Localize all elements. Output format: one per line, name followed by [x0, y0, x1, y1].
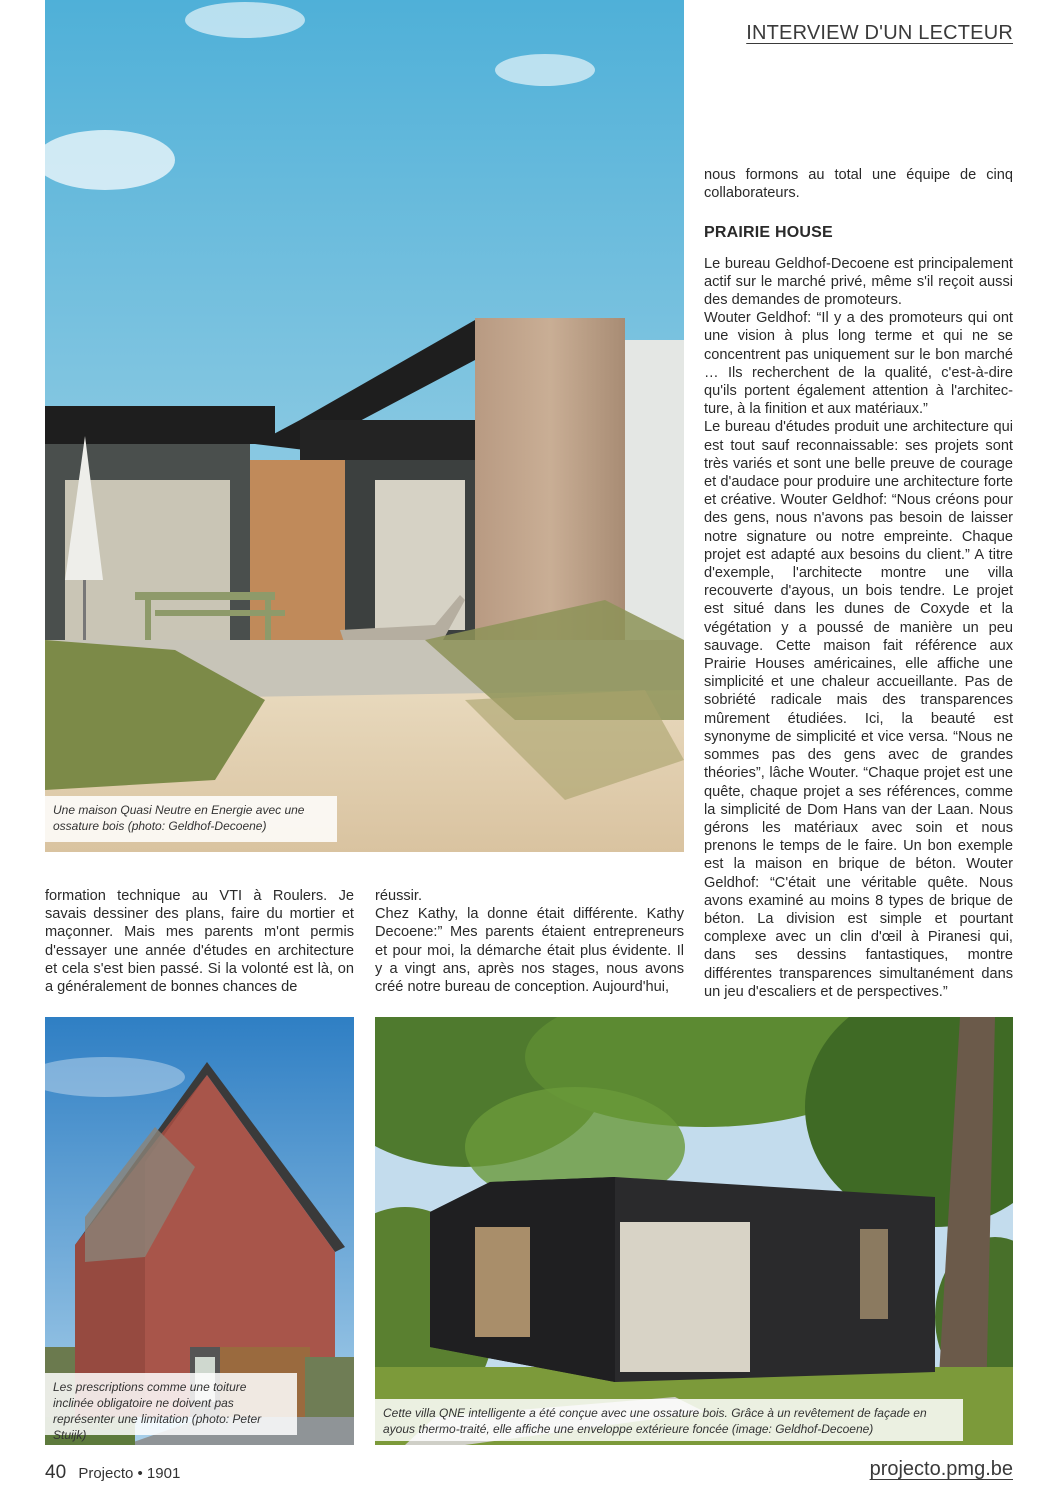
middle-column-paragraph: Chez Kathy, la donne était différente. Kathy Decoene:” Mes parents étaient entrepreneurs et pour moi, la démarche était plus évidente. Il y a vingt ans, après nos stages, nous avons créé notre bureau de conception. Aujourd'hui,: [375, 906, 684, 996]
house-dunes-image: [45, 0, 684, 852]
middle-column: [375, 887, 684, 996]
villa-image: [375, 1017, 1013, 1445]
brick-photo-caption: Les prescriptions comme une toiture inclinée obligatoire ne doivent pas représenter une limitation (photo: Peter Stuijk): [45, 1373, 297, 1435]
middle-column-paragraph: réussir.: [375, 888, 423, 904]
main-photo-caption: Une maison Quasi Neutre en Energie avec une ossature bois (photo: Geldhof-Decoene): [45, 796, 337, 842]
page-number: 40: [45, 1462, 67, 1483]
right-column-intro: nous formons au total une équipe de cinq collaborateurs.: [704, 167, 1013, 202]
right-column: [704, 166, 1013, 1001]
main-photo: [45, 0, 684, 852]
website-link[interactable]: projecto.pmg.be: [869, 1458, 1013, 1480]
brick-photo: [45, 1017, 354, 1445]
right-column-paragraph: Le bureau Geldhof-Decoene est principalement actif sur le marché privé, même s'il reçoit aussi des demandes de promoteurs.: [704, 255, 1013, 309]
right-column-paragraph: Wouter Geldhof: “Il y a des promoteurs qui ont une vision à plus long terme et qui ne se concentrent pas uniquement sur le bon marché … Ils recherchent de la qualité, c'est-à-dire qu'ils portent également attention à l'architecture, à la finition et aux matériaux.”: [704, 310, 1013, 418]
villa-photo: [375, 1017, 1013, 1445]
left-column-paragraph: formation technique au VTI à Roulers. Je savais dessiner des plans, faire du mortier et maçonner. Mais mes parents m'ont permis d'essayer une année d'études en architecture et cela s'est bien passé. Si la volonté est là, on a généralement de bonnes chances de: [45, 888, 354, 996]
villa-photo-caption: Cette villa QNE intelligente a été conçue avec une ossature bois. Grâce à un revêtement de façade en ayous thermo-traité, elle affiche une enveloppe extérieure foncée (image: Geldhof-Decoene): [375, 1399, 963, 1441]
right-column-paragraph: Le bureau d'études produit une architecture qui est tout sauf reconnaissable: ses projets sont très variés et sont une belle preuve de courage et d'audace pour produire une architecture forte et créative. Wouter Geldhof: “Nous créons pour des gens, nous n'avons pas besoin de laisser notre signature ou notre empreinte. Chaque projet est adapté aux besoins du client.” A titre d'exemple, l'architecte montre une villa recouverte d'ayous, un bois tendre. Le projet est situé dans les dunes de Coxyde et la végétation y a poussé de manière un peu sauvage. Cette maison fait référence aux Prairie Houses américaines, elle affiche une simplicité et une chaleur accueillante. Pas de sobriété radicale mais des transparences mûrement étudiées. Ici, la beauté est synonyme de simplicité et vice versa. “Nous ne sommes pas des gens avec de grandes théories”, lâche Wouter. “Chaque projet est une quête, chaque projet a ses références, comme la simplicité de Dom Hans van der Laan. Nous gérons les matériaux avec soin et nous prenons le temps de le faire. Un bon exemple est la maison en brique de béton. Wouter Geldhof: “C'était une véritable quête. Nous avons examiné au moins 8 types de brique de béton. La division est simple et pourtant complexe avec un clin d'œil à Piranesi qui, dans ses dessins fantastiques, montre différentes transparences simultanément dans un jeu d'escaliers et de perspectives.”: [704, 419, 1013, 1000]
section-title: INTERVIEW D'UN LECTEUR: [746, 22, 1013, 44]
section-heading: PRAIRIE HOUSE: [704, 224, 833, 242]
publication-name: Projecto • 1901: [78, 1465, 181, 1482]
left-column: [45, 887, 354, 996]
page-footer: [45, 1462, 180, 1484]
